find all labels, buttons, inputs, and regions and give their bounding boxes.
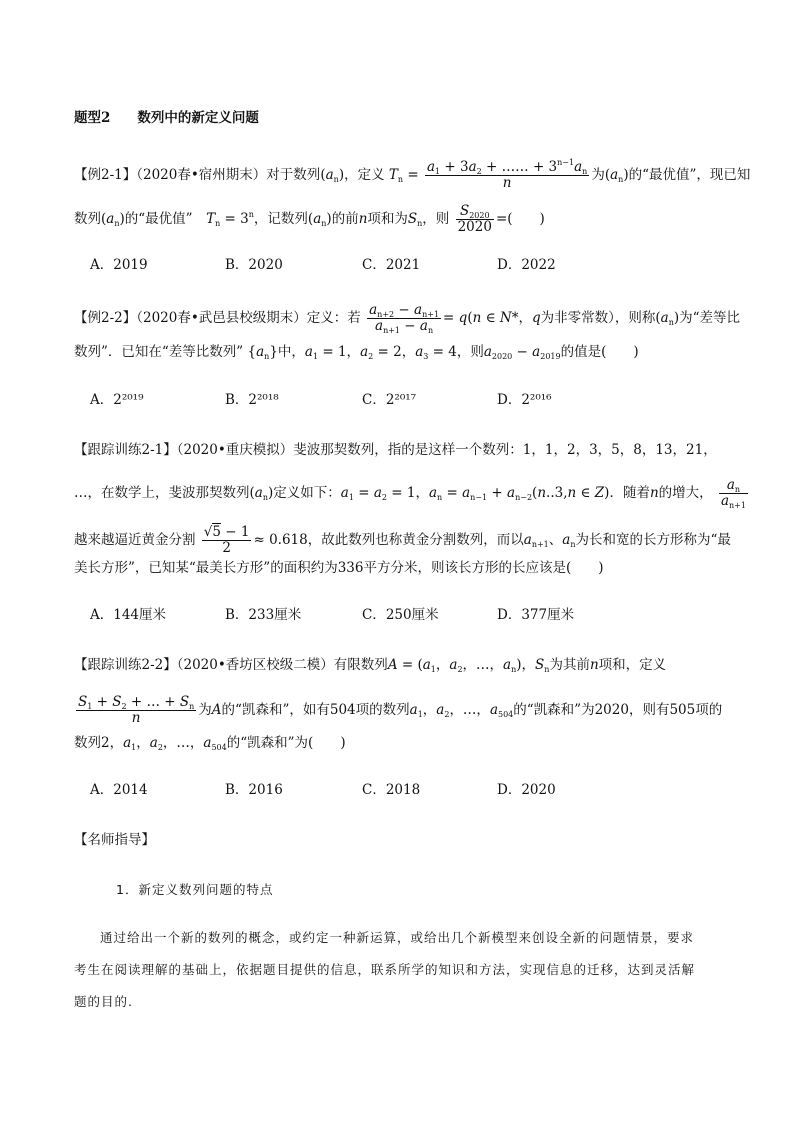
ex1-line1: 【例2-1】（2020春•宿州期末）对于数列$(a_n)$，定义 $T_n$ = $\frac{a_1 + 3a_2 + \dots\dots + 3^{n-1}a_n}{n}$ 为$(a_n)$的“最优值”，现已知 (74, 158, 751, 191)
ex2-line1: 【例2-2】（2020春•武邑县校级期末）定义：若 $\frac{a_{n+2} - a_{n+1}}{a_{n+1} - a_n}$ = q(n ∈ N*，q为非零常数），则称$(a_n)$为“差等比 (74, 302, 741, 335)
ex4-line2: $\frac{S_1 + S_2 + \dots + S_n}{n}$ 为A的“凯森和”，如有504项的数列$a_1$，$a_2$，…，$a_{504}$的“凯森和”为2020，则有505项的 (78, 694, 723, 726)
ex1-option-d[interactable]: D．2022 (497, 257, 556, 273)
section-title: 题型2 数列中的新定义问题 (74, 110, 259, 126)
ex3-line2: …，在数学上，斐波那契数列$(a_n)$定义如下：$a_1 = a_2 = 1$，$a_n = a_{n-1} + a_{n-2}(n..3,n$ ∈ Z)．随着n的增大， $\frac{a_n}{a_{n+1}}$ (74, 477, 746, 510)
ex1-option-a[interactable]: A．2019 (90, 257, 148, 273)
guide-title: 【名师指导】 (74, 832, 155, 848)
ex2-line2: 数列”．已知在“差等比数列” $\{a_n\}$中，$a_1 = 1$，$a_2 = 2$，$a_3 = 4$，则$a_{2020} - a_{2019}$的值是( ) (74, 344, 639, 361)
ex3-line1: 【跟踪训练2-1】（2020•重庆模拟）斐波那契数列，指的是这样一个数列：1，1，2，3，5，8，13，21， (74, 442, 717, 458)
ex1-option-b[interactable]: B．2020 (225, 257, 283, 273)
ex2-option-a[interactable]: A．2²⁰¹⁹ (90, 392, 144, 408)
ex2-option-d[interactable]: D．2²⁰¹⁶ (497, 392, 552, 408)
ex1-line2: 数列$(a_n)$的“最优值” $T_n = 3^n$，记数列$(a_n)$的前n项和为$S_n$，则 $\frac{S_{2020}}{2020}$ =( ) (74, 203, 545, 235)
ex4-line3: 数列2，$a_1$，$a_2$，…，$a_{504}$的“凯森和”为( ) (74, 735, 346, 752)
ex4-line1: 【跟踪训练2-2】（2020•香坊区校级二模）有限数列$A = (a_1$，$a_2$，…，$a_n$)，$S_n$为其前n项和，定义 (74, 657, 667, 674)
ex3-option-c[interactable]: C．250厘米 (362, 607, 439, 623)
ex3-option-d[interactable]: D．377厘米 (497, 607, 575, 623)
guide-subtitle: 1．新定义数列问题的特点 (116, 882, 274, 897)
ex4-option-c[interactable]: C．2018 (362, 782, 421, 798)
ex3-option-a[interactable]: A．144厘米 (90, 607, 167, 623)
ex4-option-d[interactable]: D．2020 (497, 782, 556, 798)
guide-para-line1: 通过给出一个新的数列的概念，或约定一种新运算，或给出几个新模型来创设全新的问题情景，要求 (100, 930, 695, 945)
ex4-option-b[interactable]: B．2016 (225, 782, 283, 798)
ex2-option-b[interactable]: B．2²⁰¹⁸ (225, 392, 279, 408)
ex3-line3: 越来越逼近黄金分割 $\frac{√5 - 1}{2}$ ≈ 0.618，故此数列也称黄金分割数列，而以$a_{n+1}$、$a_n$为长和宽的长方形称为“最 (74, 524, 731, 556)
guide-para-line2: 考生在阅读理解的基础上，依据题目提供的信息，联系所学的知识和方法，实现信息的迁移，达到灵活解 (74, 962, 696, 977)
ex2-option-c[interactable]: C．2²⁰¹⁷ (362, 392, 417, 408)
guide-para-line3: 题的目的. (74, 994, 133, 1009)
ex3-option-b[interactable]: B．233厘米 (225, 607, 302, 623)
ex4-option-a[interactable]: A．2014 (90, 782, 148, 798)
ex3-line4: 美长方形”，已知某“最美长方形”的面积约为336平方分米，则该长方形的长应该是( ) (74, 560, 604, 576)
ex1-option-c[interactable]: C．2021 (362, 257, 421, 273)
